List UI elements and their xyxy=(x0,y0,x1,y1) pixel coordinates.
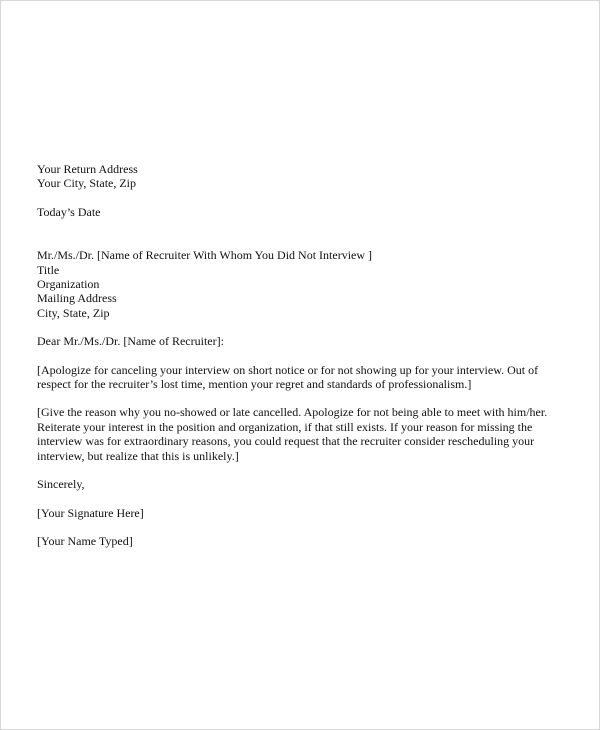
typed-name-placeholder: [Your Name Typed] xyxy=(37,533,133,548)
recipient-city-state-zip: City, State, Zip xyxy=(37,305,110,320)
paragraph-line: Reiterate your interest in the position and organization, if that still exists. If your reason for missing the xyxy=(37,419,533,434)
signature-placeholder: [Your Signature Here] xyxy=(37,505,144,520)
paragraph-line: [Apologize for canceling your interview on short notice or for not showing up for your interview. Out of xyxy=(37,362,539,377)
recipient-mailing-address: Mailing Address xyxy=(37,291,117,306)
paragraph-line: interview, but realize that this is unlikely.] xyxy=(37,448,239,463)
recipient-name: Mr./Ms./Dr. [Name of Recruiter With Whom You Did Not Interview ] xyxy=(37,248,373,263)
recipient-title: Title xyxy=(37,262,60,277)
letter-date: Today’s Date xyxy=(37,204,101,219)
recipient-organization: Organization xyxy=(37,277,100,292)
paragraph-apology xyxy=(37,363,577,392)
closing: Sincerely, xyxy=(37,477,85,492)
paragraph-line: respect for the recruiter’s lost time, mention your regret and standards of professionalism.] xyxy=(37,377,472,392)
recipient-block xyxy=(37,248,577,320)
salutation: Dear Mr./Ms./Dr. [Name of Recruiter]: xyxy=(37,334,224,349)
letter-body xyxy=(37,162,577,548)
paragraph-line: interview was for extraordinary reasons, you could request that the recruiter consider rescheduling your xyxy=(37,434,535,449)
sender-city-state-zip: Your City, State, Zip xyxy=(37,176,137,191)
paragraph-reason xyxy=(37,405,577,463)
paragraph-line: [Give the reason why you no-showed or late cancelled. Apologize for not being able to meet with him/her. xyxy=(37,405,548,420)
return-address: Your Return Address xyxy=(37,162,138,176)
